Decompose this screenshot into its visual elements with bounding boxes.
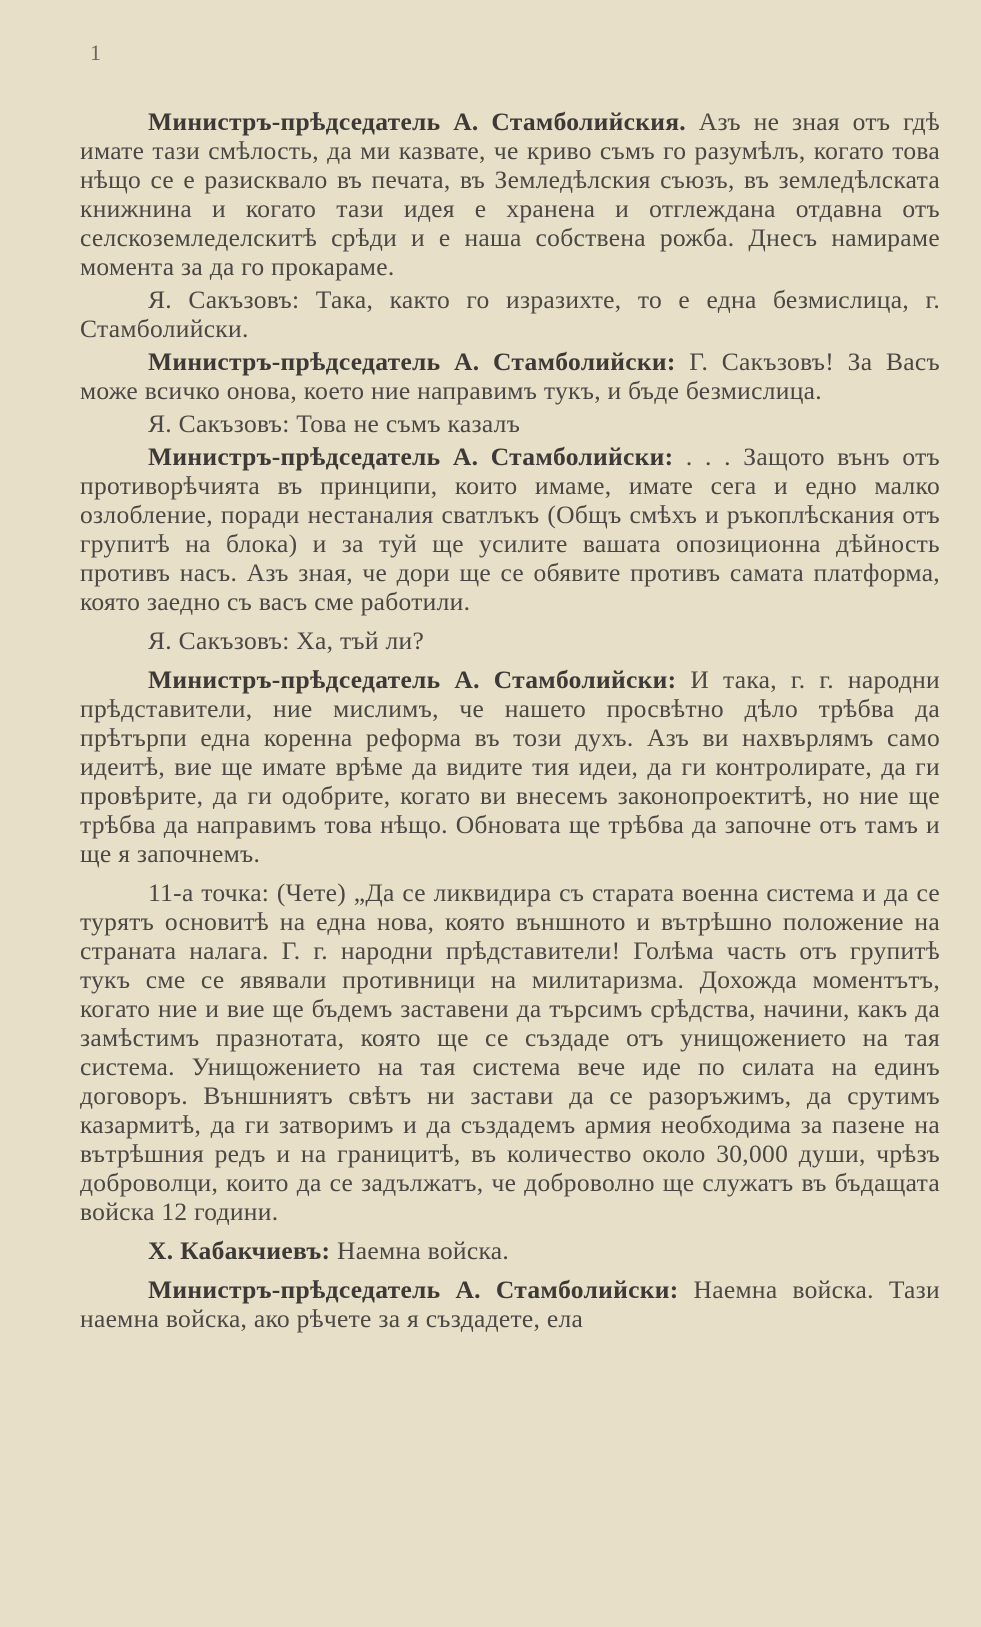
paragraph	[80, 285, 940, 343]
paragraph	[80, 878, 940, 1226]
page-number: 1	[90, 40, 101, 65]
speech-text: Наемна войска. Тази наемна войска, ако рѣчете за я създадете, ела	[80, 1275, 940, 1333]
speaker-name: Министръ-прѣдседатель А. Стамболийски:	[148, 665, 677, 694]
speech-text: Това не съмъ казалъ	[289, 409, 521, 438]
paragraph	[80, 347, 940, 405]
speaker-name: Х. Кабакчиевъ:	[148, 1236, 331, 1265]
speech-text: Ха, тъй ли?	[289, 626, 425, 655]
paragraph	[80, 1275, 940, 1333]
speech-text: 11-а точка: (Чете) „Да се ликвидира съ старата военна система и да се турятъ основитѣ на една нова, която външното и вътрѣшно положение на страната налага. Г. г. народни прѣдставители! Голѣма часть отъ групитѣ тукъ сме се явявали противници на милитаризма. Дохожда моментътъ, когато ние и вие ще бъдемъ заставени да търсимъ срѣдства, начини, какъ да замѣстимъ празнотата, която ще се създаде отъ унищожението на тая система. Унищожението на тая система вече иде по силата на единъ договоръ. Външниятъ свѣтъ ни застави да се разоръжимъ, да срутимъ казармитѣ, да ги затворимъ и да създадемъ армия необходима за пазене на вътрѣшния редъ и на границитѣ, въ количество около 30,000 души, чрѣзъ доброволци, които да се задължатъ, че доброволно ще служатъ въ бъдащата войска 12 години.	[80, 878, 940, 1226]
paragraph	[80, 626, 940, 655]
speech-text: Наемна войска.	[330, 1236, 510, 1265]
paragraph	[80, 409, 940, 438]
speaker-name: Министръ-прѣдседатель А. Стамболийски:	[148, 1275, 679, 1304]
paragraph	[80, 107, 940, 281]
paragraph	[80, 442, 940, 616]
speech-text: Така, както го изразихте, то е една безмислица, г. Стамболийски.	[80, 285, 941, 343]
stenogram-text	[80, 107, 940, 1337]
speech-text: И така, г. г. народни прѣдставители, ние мислимъ, че нашето просвѣтно дѣло трѣбва да прѣтърпи една коренна реформа въ този духъ. Азъ ви нахвърлямъ само идеитѣ, вие ще имате врѣме да видите тия идеи, да ги контролирате, да ги провѣрите, да ги одобрите, когато ви внесемъ законопроектитѣ, но ние ще трѣбва да направимъ това нѣщо. Обновата ще трѣбва да започне отъ тамъ и ще я започнемъ.	[80, 665, 941, 868]
speech-text: Азъ не зная отъ гдѣ имате тази смѣлость, да ми казвате, че криво съмъ го разумѣлъ, когато това нѣщо се е разисквало въ печата, въ Земледѣлския съюзъ, въ земледѣлската книжнина и когато тази идея е хранена и отглеждана отдавна отъ селскоземледелскитѣ срѣди и е наша собствена рожба. Днесъ намираме момента за да го прокараме.	[80, 107, 940, 281]
speech-text: . . . Защото вънъ отъ противорѣчията въ принципи, които имаме, имате сега и едно малко озлобление, поради нестаналия сватлъкъ (Общъ смѣхъ и ръкоплѣскания отъ групитѣ на блока) и за туй ще усилите вашата опозиционна дѣйность противъ насъ. Азъ зная, че дори ще се обявите противъ самата платформа, която заедно съ васъ сме работили.	[80, 442, 940, 616]
paragraph	[80, 665, 940, 868]
speaker-name: Министръ-прѣдседатель А. Стамболийския.	[148, 107, 686, 136]
speaker-name: Я. Сакъзовъ:	[148, 626, 290, 655]
speaker-name: Я. Сакъзовъ:	[148, 409, 290, 438]
speaker-name: Министръ-прѣдседатель А. Стамболийски:	[148, 442, 674, 471]
speech-text: Г. Сакъзовъ! За Васъ може всичко онова, което ние направимъ тукъ, и бъде безмислица.	[80, 347, 940, 405]
speaker-name: Министръ-прѣдседатель А. Стамболийски:	[148, 347, 676, 376]
speaker-name: Я. Сакъзовъ:	[148, 285, 300, 314]
paragraph	[80, 1236, 940, 1265]
